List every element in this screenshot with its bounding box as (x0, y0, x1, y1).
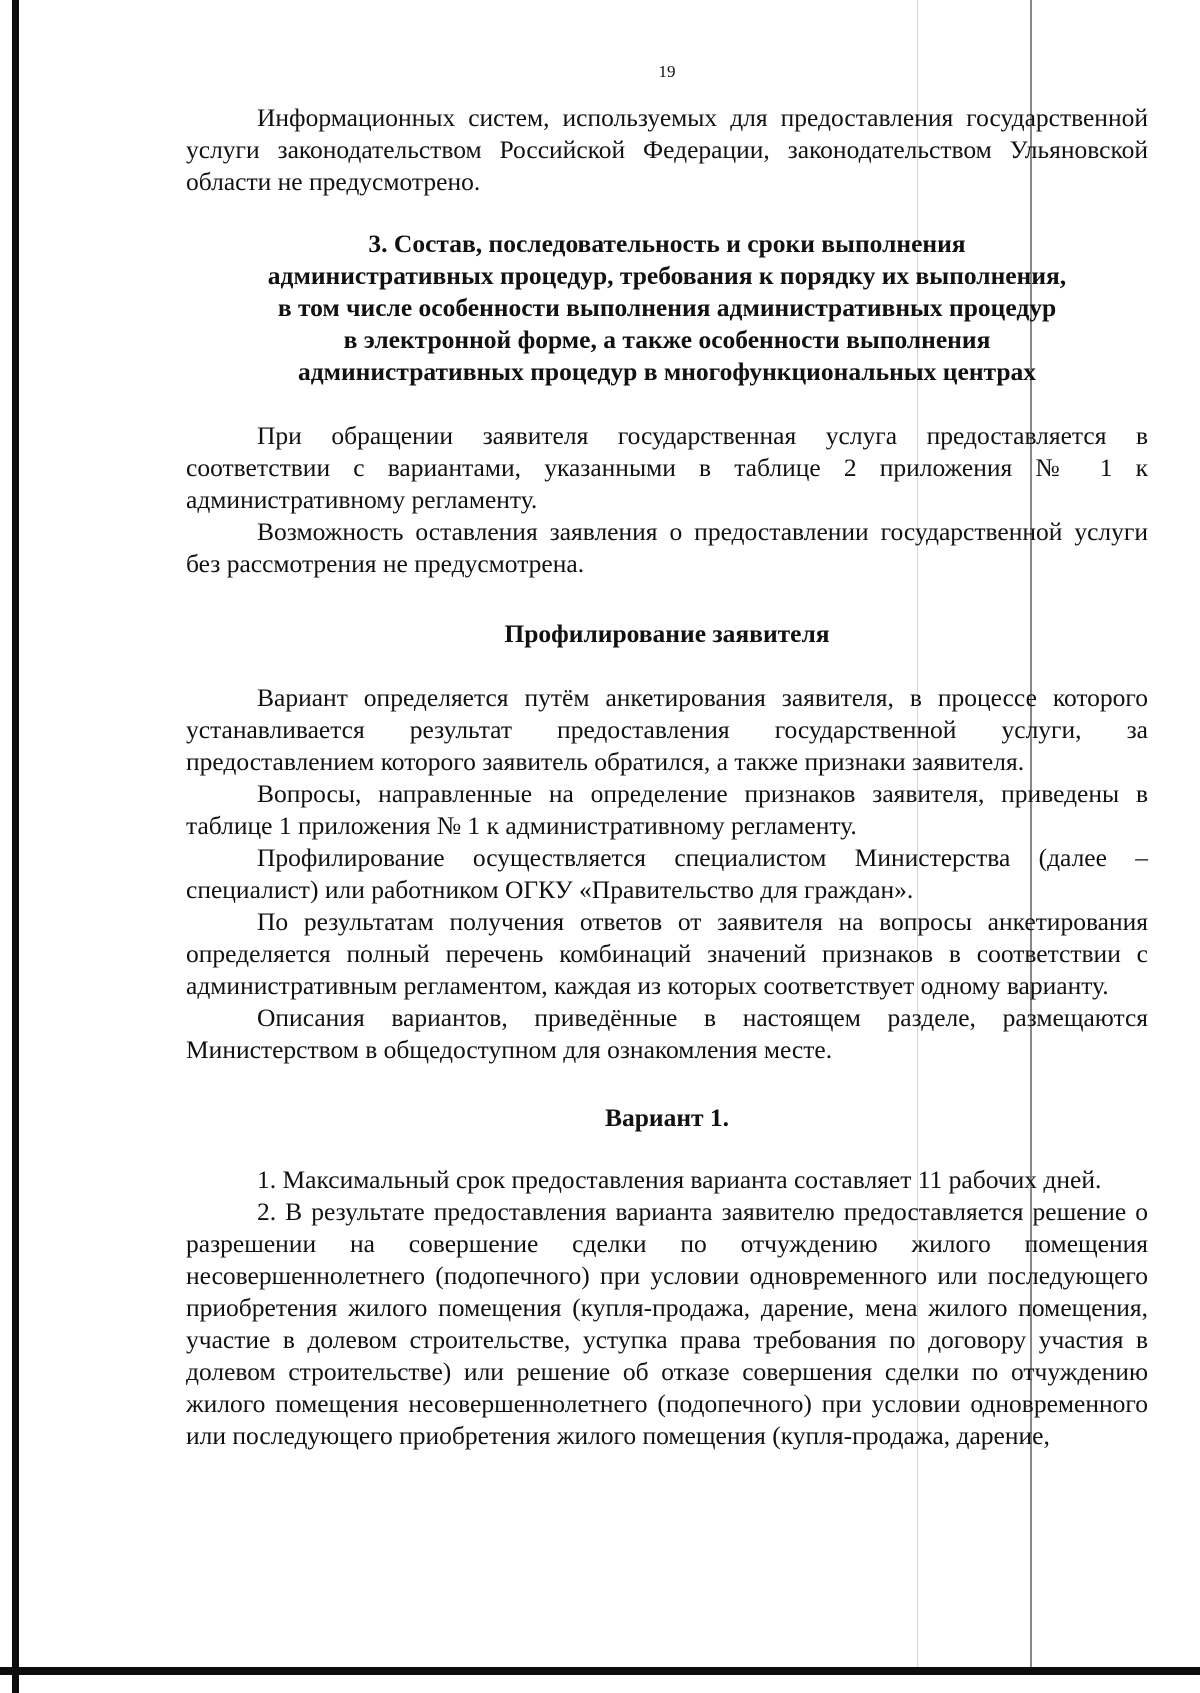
section-heading-line: в электронной форме, а также особенности выполнения (343, 325, 991, 354)
profiling-paragraph: Описания вариантов, приведённые в настоящем разделе, размещаются Министерством в общедоступном для ознакомления месте. (186, 1003, 1148, 1064)
page-number: 19 (658, 62, 676, 81)
profiling-paragraph: Вариант определяется путём анкетирования заявителя, в процессе которого устанавливается результат предоставления государственной услуги, за предоставлением которого заявитель обратился, а также признаки заявителя. (186, 683, 1148, 776)
section-heading (186, 228, 1148, 388)
variant-paragraph: 1. Максимальный срок предоставления варианта составляет 11 рабочих дней. (257, 1165, 1102, 1194)
intro-paragraph: Информационных систем, используемых для предоставления государственной услуги законодательством Российской Федерации, законодательством Ульяновской области не предусмотрено. (186, 103, 1148, 196)
scan-left-border (12, 0, 19, 1693)
section-heading-line: административных процедур в многофункциональных центрах (297, 357, 1037, 386)
section-heading-line: 3. Состав, последовательность и сроки выполнения (368, 229, 966, 258)
profiling-paragraph: Профилирование осуществляется специалистом Министерства (далее – специалист) или работником ОГКУ «Правительство для граждан». (186, 843, 1148, 904)
variant-heading: Вариант 1. (604, 1103, 730, 1132)
profiling-heading: Профилирование заявителя (504, 619, 830, 648)
profiling-paragraph: Вопросы, направленные на определение признаков заявителя, приведены в таблице 1 приложения № 1 к административному регламенту. (186, 779, 1148, 840)
section-paragraph: Возможность оставления заявления о предоставлении государственной услуги без рассмотрения не предусмотрена. (186, 517, 1148, 578)
scan-bottom-border (0, 1667, 1200, 1675)
section-heading-line: в том числе особенности выполнения административных процедур (277, 293, 1057, 322)
profiling-paragraph: По результатам получения ответов от заявителя на вопросы анкетирования определяется полный перечень комбинаций значений признаков в соответствии с административным регламентом, каждая из которых соответствует одному варианту. (186, 907, 1148, 1000)
document-body (186, 102, 1148, 1452)
section-paragraph: При обращении заявителя государственная услуга предоставляется в соответствии с вариантами, указанными в таблице 2 приложения № 1 к административному регламенту. (186, 421, 1148, 514)
section-heading-line: административных процедур, требования к порядку их выполнения, (267, 261, 1067, 290)
variant-paragraph: 2. В результате предоставления варианта заявителю предоставляется решение о разрешении на совершение сделки по отчуждению жилого помещения несовершеннолетнего (подопечного) при условии одновременного или последующего приобретения жилого помещения (купля-продажа, дарение, мена жилого помещения, участие в долевом строительстве, уступка права требования по договору участия в долевом строительстве) или решение об отказе совершения сделки по отчуждению жилого помещения несовершеннолетнего (подопечного) при условии одновременного или последующего приобретения жилого помещения (купля-продажа, дарение, (186, 1197, 1148, 1450)
